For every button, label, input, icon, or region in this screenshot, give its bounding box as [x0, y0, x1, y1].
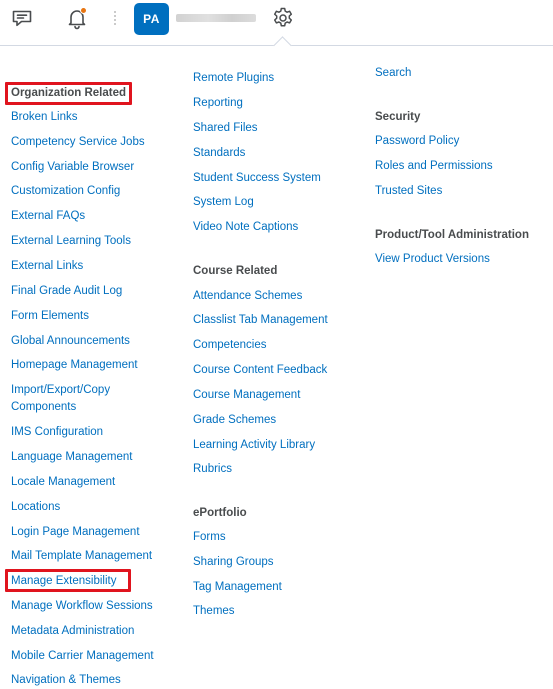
link-broken-links[interactable]: Broken Links [11, 111, 78, 123]
link-roles-and-permissions[interactable]: Roles and Permissions [375, 160, 493, 172]
link-search[interactable]: Search [375, 67, 412, 79]
link-locale-management[interactable]: Locale Management [11, 476, 116, 488]
link-tag-management[interactable]: Tag Management [193, 581, 282, 593]
link-trusted-sites[interactable]: Trusted Sites [375, 185, 443, 197]
notification-dot [80, 7, 87, 14]
link-attendance-schemes[interactable]: Attendance Schemes [193, 290, 303, 302]
header-product-tool-administration: Product/Tool Administration [375, 229, 529, 241]
header-course-related: Course Related [193, 265, 278, 277]
header-organization-related: Organization Related [11, 87, 127, 99]
link-learning-activity-library[interactable]: Learning Activity Library [193, 439, 316, 451]
link-system-log[interactable]: System Log [193, 196, 254, 208]
link-manage-extensibility[interactable]: Manage Extensibility [11, 575, 117, 587]
link-shared-files[interactable]: Shared Files [193, 122, 258, 134]
link-view-product-versions[interactable]: View Product Versions [375, 253, 490, 265]
link-final-grade-audit-log[interactable]: Final Grade Audit Log [11, 285, 123, 297]
link-grade-schemes[interactable]: Grade Schemes [193, 414, 277, 426]
link-password-policy[interactable]: Password Policy [375, 135, 460, 147]
link-reporting[interactable]: Reporting [193, 97, 243, 109]
link-external-links[interactable]: External Links [11, 260, 84, 272]
link-video-note-captions[interactable]: Video Note Captions [193, 221, 299, 233]
link-components[interactable]: Components [11, 401, 77, 413]
message-alerts-icon[interactable] [10, 6, 34, 30]
link-mail-template-management[interactable]: Mail Template Management [11, 550, 153, 562]
link-external-learning-tools[interactable]: External Learning Tools [11, 235, 131, 247]
link-homepage-management[interactable]: Homepage Management [11, 359, 138, 371]
avatar[interactable]: PA [134, 3, 169, 35]
link-login-page-management[interactable]: Login Page Management [11, 526, 140, 538]
link-global-announcements[interactable]: Global Announcements [11, 335, 130, 347]
top-navbar [0, 0, 553, 38]
link-course-management[interactable]: Course Management [193, 389, 301, 401]
gear-icon[interactable] [271, 6, 295, 30]
link-competency-service-jobs[interactable]: Competency Service Jobs [11, 136, 145, 148]
link-language-management[interactable]: Language Management [11, 451, 133, 463]
link-standards[interactable]: Standards [193, 147, 246, 159]
link-manage-workflow-sessions[interactable]: Manage Workflow Sessions [11, 600, 153, 612]
link-remote-plugins[interactable]: Remote Plugins [193, 72, 275, 84]
link-competencies[interactable]: Competencies [193, 339, 267, 351]
link-themes[interactable]: Themes [193, 605, 235, 617]
link-course-content-feedback[interactable]: Course Content Feedback [193, 364, 328, 376]
link-sharing-groups[interactable]: Sharing Groups [193, 556, 274, 568]
link-import-export-copy[interactable]: Import/Export/Copy [11, 384, 111, 396]
link-metadata-administration[interactable]: Metadata Administration [11, 625, 135, 637]
notification-bell-icon[interactable] [65, 6, 89, 30]
link-external-faqs[interactable]: External FAQs [11, 210, 86, 222]
separator-dots [114, 11, 117, 27]
link-mobile-carrier-management[interactable]: Mobile Carrier Management [11, 650, 154, 662]
link-classlist-tab-management[interactable]: Classlist Tab Management [193, 314, 328, 326]
link-navigation-and-themes[interactable]: Navigation & Themes [11, 674, 121, 686]
header-eportfolio: ePortfolio [193, 507, 247, 519]
link-customization-config[interactable]: Customization Config [11, 185, 121, 197]
link-student-success-system[interactable]: Student Success System [193, 172, 321, 184]
link-form-elements[interactable]: Form Elements [11, 310, 89, 322]
link-rubrics[interactable]: Rubrics [193, 463, 232, 475]
highlight-box-manage-extensibility [5, 569, 131, 592]
link-config-variable-browser[interactable]: Config Variable Browser [11, 161, 135, 173]
link-forms[interactable]: Forms [193, 531, 226, 543]
link-locations[interactable]: Locations [11, 501, 61, 513]
username-redacted[interactable] [176, 14, 256, 22]
link-ims-configuration[interactable]: IMS Configuration [11, 426, 104, 438]
header-security: Security [375, 111, 421, 123]
